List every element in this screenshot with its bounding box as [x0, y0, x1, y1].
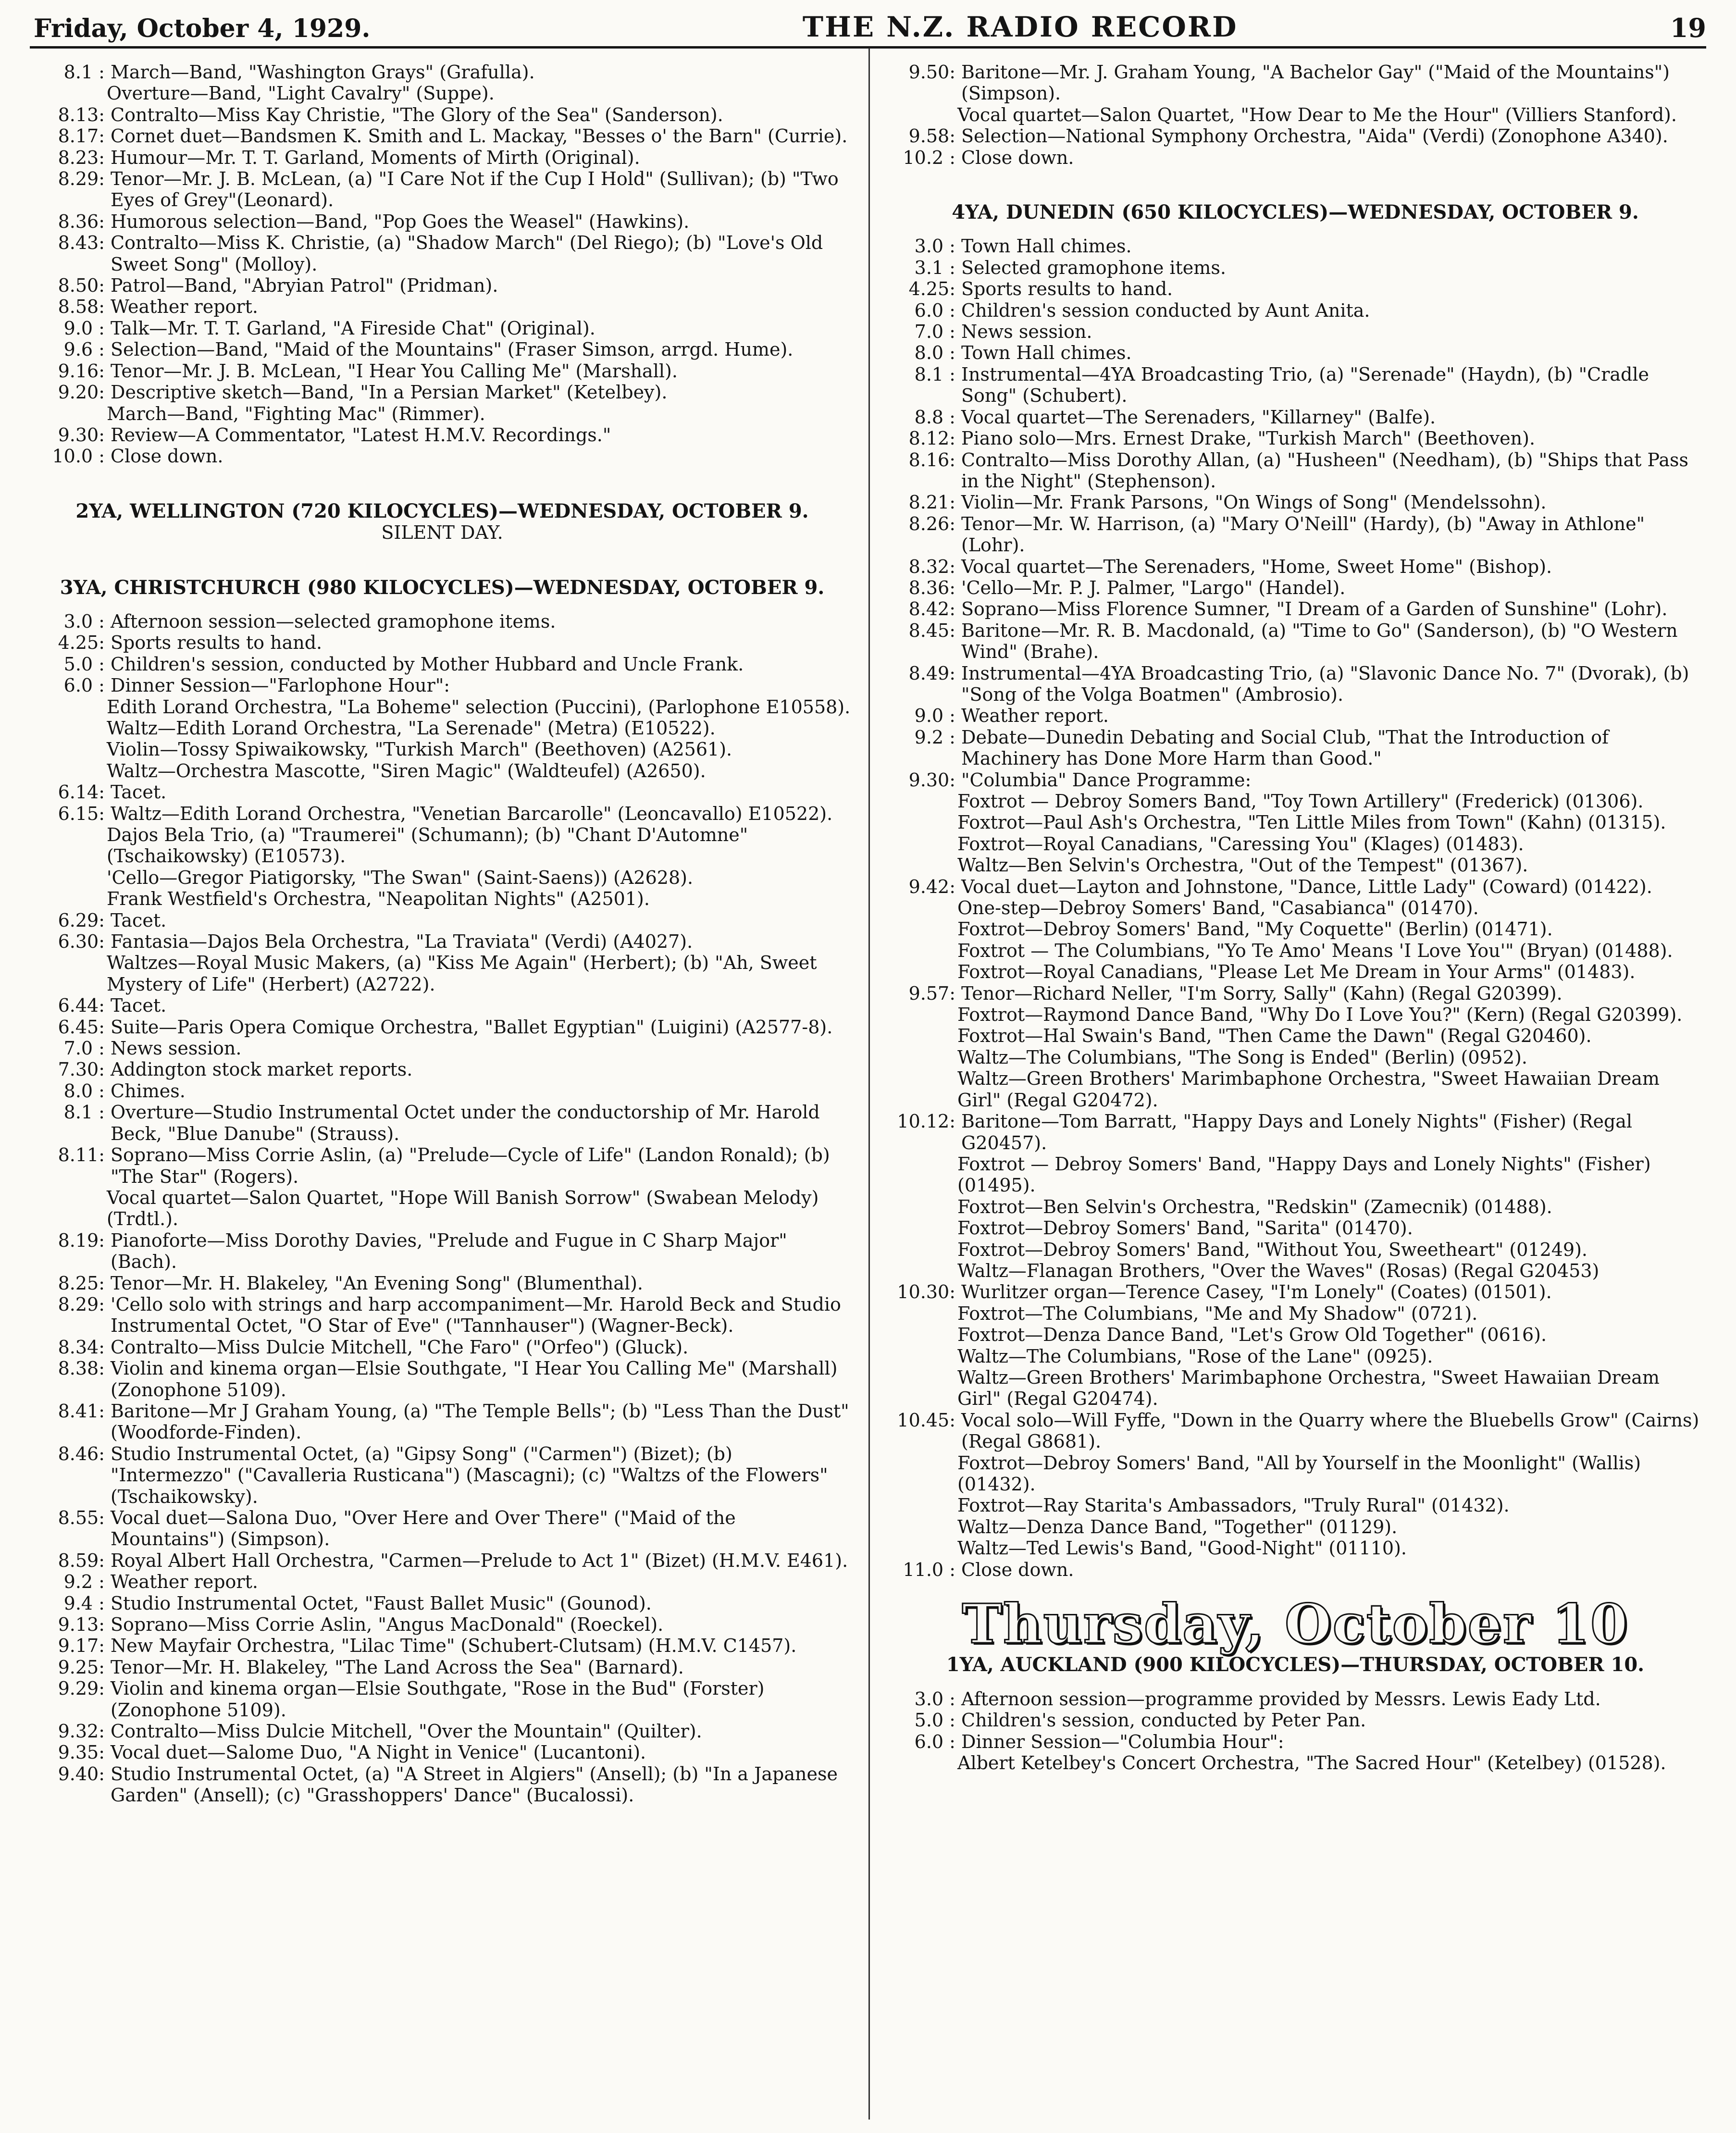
entry-sub-item: Foxtrot—Ray Starita's Ambassadors, "Truly Rural" (01432).	[957, 1495, 1510, 1516]
entry-description: Humorous selection—Band, "Pop Goes the Weasel" (Hawkins).	[111, 211, 690, 232]
entry-description: Vocal quartet—The Serenaders, "Home, Sweet Home" (Bishop).	[961, 556, 1552, 577]
station-heading: 2YA, WELLINGTON (720 KILOCYCLES)—WEDNESDAY, OCTOBER 9.	[75, 499, 809, 522]
entry-sub-item: Waltz—Ted Lewis's Band, "Good-Night" (01110).	[957, 1538, 1407, 1559]
programme-entry	[884, 1559, 1706, 1580]
entry-time: 8.0 :	[63, 1080, 105, 1102]
entry-time: 8.41:	[58, 1400, 105, 1422]
header-rule	[30, 46, 1706, 49]
entry-sub-item: Foxtrot—Royal Canadians, "Caressing You" (Klages) (01483).	[957, 833, 1524, 855]
programme-entry	[884, 598, 1706, 620]
entry-description: Wurlitzer organ—Terence Casey, "I'm Lonely" (Coates) (01501).	[961, 1281, 1552, 1303]
entry-description: Close down.	[961, 1559, 1074, 1580]
entry-description: Contralto—Miss Dorothy Allan, (a) "Husheen" (Needham), (b) "Ships that Pass in the Night" (Stephenson).	[961, 449, 1689, 492]
entry-time: 9.30:	[58, 424, 105, 446]
entry-description: Contralto—Miss Dulcie Mitchell, "Over the Mountain" (Quilter).	[111, 1721, 702, 1742]
entry-time: 8.1 :	[63, 1102, 105, 1123]
programme-entry	[34, 360, 851, 382]
programme-entry	[34, 1080, 851, 1102]
programme-entry	[34, 232, 851, 275]
entry-time: 10.12:	[897, 1111, 955, 1132]
entry-sub-item: 'Cello—Gregor Piatigorsky, "The Swan" (Saint-Saens)) (A2628).	[107, 867, 694, 888]
entry-time: 8.16:	[908, 449, 955, 471]
entry-time: 9.17:	[58, 1635, 105, 1657]
entry-time: 9.40:	[58, 1763, 105, 1785]
entry-sub-item: Foxtrot—Debroy Somers' Band, "All by Yourself in the Moonlight" (Wallis) (01432).	[957, 1452, 1641, 1495]
entry-sub-item: Foxtrot—Paul Ash's Orchestra, "Ten Little Miles from Town" (Kahn) (01315).	[957, 812, 1666, 833]
programme-list	[884, 62, 1706, 168]
entry-description: Debate—Dunedin Debating and Social Club, "That the Introduction of Machinery has Done More Harm than Good."	[961, 726, 1609, 769]
programme-entry	[34, 125, 851, 147]
entry-time: 8.29:	[58, 168, 105, 190]
entry-sub-item: Foxtrot — The Columbians, "Yo Te Amo' Means 'I Love You'" (Bryan) (01488).	[957, 940, 1673, 961]
entry-time: 11.0 :	[903, 1559, 955, 1580]
entry-time: 7.30:	[58, 1059, 105, 1080]
entry-description: Soprano—Miss Corrie Aslin, (a) "Prelude—Cycle of Life" (Landon Ronald); (b) "The Star" (Rogers).	[111, 1144, 830, 1187]
entry-description: Tacet.	[111, 995, 167, 1017]
programme-entry	[34, 1059, 851, 1080]
entry-time: 6.30:	[58, 931, 105, 953]
entry-description: Violin and kinema organ—Elsie Southgate, "I Hear You Calling Me" (Marshall) (Zonophone 5109).	[111, 1358, 838, 1401]
entry-description: Children's session, conducted by Peter Pan.	[961, 1710, 1366, 1731]
programme-entry	[34, 1614, 851, 1635]
entry-description: Dinner Session—"Farlophone Hour":	[111, 675, 450, 696]
programme-entry	[34, 1443, 851, 1507]
entry-sub-item: Waltz—The Columbians, "Rose of the Lane" (0925).	[957, 1345, 1433, 1367]
programme-entry	[34, 1273, 851, 1294]
entry-sub-item: March—Band, "Fighting Mac" (Rimmer).	[107, 403, 485, 424]
station-heading: 3YA, CHRISTCHURCH (980 KILOCYCLES)—WEDNESDAY, OCTOBER 9.	[60, 576, 825, 599]
programme-entry	[884, 257, 1706, 278]
programme-entry	[884, 300, 1706, 321]
entry-sub-item: Foxtrot—Hal Swain's Band, "Then Came the Dawn" (Regal G20460).	[957, 1025, 1592, 1047]
entry-time: 5.0 :	[63, 653, 105, 675]
entry-description: Tenor—Mr. J. B. McLean, (a) "I Care Not if the Cup I Hold" (Sullivan); (b) "Two Eyes of Grey"(Leonard).	[111, 168, 839, 211]
entry-time: 10.0 :	[52, 446, 105, 467]
entry-time: 3.1 :	[914, 257, 955, 278]
programme-entry	[34, 995, 851, 1016]
programme-entry	[34, 1742, 851, 1763]
programme-entry	[884, 492, 1706, 513]
entry-description: Weather report.	[111, 1571, 258, 1593]
entry-time: 6.29:	[58, 909, 105, 931]
programme-entry	[34, 296, 851, 317]
entry-description: Baritone—Mr. J. Graham Young, "A Bachelor Gay" ("Maid of the Mountains") (Simpson).	[961, 62, 1670, 104]
entry-description: 'Cello—Mr. P. J. Palmer, "Largo" (Handel).	[961, 577, 1346, 598]
entry-sub-item: Foxtrot—Raymond Dance Band, "Why Do I Love You?" (Kern) (Regal G20399).	[957, 1004, 1683, 1026]
entry-time: 9.20:	[58, 382, 105, 403]
programme-entry	[34, 1678, 851, 1721]
programme-entry	[884, 876, 1706, 897]
entry-sub-item: Foxtrot—Royal Canadians, "Please Let Me Dream in Your Arms" (01483).	[957, 961, 1636, 983]
programme-entry	[34, 632, 851, 653]
programme-entry	[884, 428, 1706, 449]
programme-entry	[884, 364, 1706, 407]
programme-entry	[884, 727, 1706, 769]
entry-time: 8.36:	[908, 577, 955, 598]
entry-time: 8.59:	[58, 1550, 105, 1571]
entry-description: Weather report.	[961, 705, 1109, 727]
programme-entry	[34, 382, 851, 403]
programme-entry	[884, 449, 1706, 492]
entry-sub-item: Frank Westfield's Orchestra, "Neapolitan Nights" (A2501).	[107, 888, 650, 910]
programme-entry	[34, 910, 851, 931]
entry-time: 6.44:	[58, 995, 105, 1017]
programme-entry	[34, 424, 851, 446]
entry-time: 9.25:	[58, 1656, 105, 1678]
entry-description: Tenor—Richard Neller, "I'm Sorry, Sally" (Kahn) (Regal G20399).	[961, 982, 1562, 1004]
entry-description: Overture—Studio Instrumental Octet under the conductorship of Mr. Harold Beck, "Blue Danube" (Strauss).	[111, 1102, 820, 1144]
entry-time: 9.2 :	[914, 726, 955, 748]
entry-time: 4.25:	[908, 278, 955, 300]
entry-sub-item: Waltzes—Royal Music Makers, (a) "Kiss Me Again" (Herbert); (b) "Ah, Sweet Mystery of Life" (Herbert) (A2722).	[107, 952, 817, 995]
entry-description: Soprano—Miss Florence Sumner, "I Dream of a Garden of Sunshine" (Lohr).	[961, 598, 1668, 620]
entry-time: 8.49:	[908, 662, 955, 684]
programme-entry	[884, 705, 1706, 726]
entry-time: 8.43:	[58, 232, 105, 254]
entry-description: Selected gramophone items.	[961, 257, 1226, 278]
programme-entry	[884, 556, 1706, 577]
entry-time: 8.26:	[908, 513, 955, 534]
programme-entry	[34, 168, 851, 211]
programme-entry	[884, 513, 1706, 556]
entry-time: 8.36:	[58, 211, 105, 232]
programme-entry	[884, 147, 1706, 168]
entry-time: 6.0 :	[914, 1731, 955, 1752]
entry-description: Sports results to hand.	[111, 632, 322, 654]
programme-entry	[34, 1017, 851, 1038]
entry-description: Soprano—Miss Corrie Aslin, "Angus MacDonald" (Roeckel).	[111, 1614, 664, 1636]
programme-entry	[34, 1230, 851, 1273]
entry-description: Baritone—Tom Barratt, "Happy Days and Lonely Nights" (Fisher) (Regal G20457).	[961, 1111, 1633, 1153]
programme-entry	[884, 125, 1706, 147]
programme-entry	[34, 446, 851, 467]
programme-entry	[34, 1401, 851, 1443]
entry-sub-item: Overture—Band, "Light Cavalry" (Suppe).	[107, 83, 495, 104]
entry-description: Studio Instrumental Octet, (a) "A Street in Algiers" (Ansell); (b) "In a Japanese Garden" (Ansell); (c) "Grasshoppers' Dance" (Bucalossi).	[111, 1763, 838, 1806]
entry-sub-item: Foxtrot — Debroy Somers' Band, "Happy Days and Lonely Nights" (Fisher) (01495).	[957, 1153, 1651, 1196]
programme-entry	[34, 654, 851, 675]
entry-sub-item: Waltz—Denza Dance Band, "Together" (01129).	[957, 1516, 1398, 1538]
entry-description: Baritone—Mr. R. B. Macdonald, (a) "Time to Go" (Sanderson), (b) "O Western Wind" (Brahe).	[961, 620, 1678, 663]
entry-sub-item: Vocal quartet—Salon Quartet, "Hope Will Banish Sorrow" (Swabean Melody) (Trdtl.).	[107, 1187, 819, 1230]
entry-description: Addington stock market reports.	[111, 1059, 413, 1080]
programme-entry	[34, 931, 851, 952]
issue-date: Friday, October 4, 1929.	[34, 14, 371, 43]
entry-description: Chimes.	[111, 1080, 186, 1102]
entry-description: Talk—Mr. T. T. Garland, "A Fireside Chat" (Original).	[111, 317, 595, 339]
entry-time: 8.13:	[58, 104, 105, 125]
entry-sub-item: Waltz—Edith Lorand Orchestra, "La Serenade" (Metra) (E10522).	[107, 717, 716, 739]
entry-time: 8.0 :	[914, 342, 955, 364]
entry-description: Close down.	[961, 147, 1074, 168]
entry-sub-item: Foxtrot—Debroy Somers' Band, "Without You, Sweetheart" (01249).	[957, 1239, 1587, 1260]
entry-sub-item: Waltz—The Columbians, "The Song is Ended" (Berlin) (0952).	[957, 1046, 1527, 1068]
entry-time: 4.25:	[58, 632, 105, 654]
programme-entry	[884, 1731, 1706, 1752]
day-title: Thursday, October 10	[962, 1593, 1629, 1656]
entry-description: Instrumental—4YA Broadcasting Trio, (a) "Serenade" (Haydn), (b) "Cradle Song" (Schubert).	[961, 363, 1649, 407]
entry-sub-item: Waltz—Green Brothers' Marimbaphone Orchestra, "Sweet Hawaiian Dream Girl" (Regal G20472).	[957, 1068, 1660, 1111]
entry-description: Contralto—Miss Dulcie Mitchell, "Che Faro" ("Orfeo") (Gluck).	[111, 1336, 689, 1358]
entry-description: Vocal duet—Salona Duo, "Over Here and Over There" ("Maid of the Mountains") (Simpson).	[111, 1507, 736, 1550]
programme-entry	[34, 1038, 851, 1059]
entry-sub-item: Waltz—Green Brothers' Marimbaphone Orchestra, "Sweet Hawaiian Dream Girl" (Regal G20474).	[957, 1366, 1660, 1410]
entry-description: Tenor—Mr. J. B. McLean, "I Hear You Calling Me" (Marshall).	[111, 360, 678, 382]
entry-description: News session.	[111, 1038, 242, 1059]
entry-time: 7.0 :	[914, 321, 955, 343]
entry-description: March—Band, "Washington Grays" (Grafulla).	[111, 62, 535, 83]
programme-entry	[34, 1763, 851, 1806]
entry-description: Violin—Mr. Frank Parsons, "On Wings of Song" (Mendelssohn).	[961, 492, 1547, 513]
programme-entry	[884, 62, 1706, 104]
programme-entry	[34, 1144, 851, 1187]
entry-time: 6.0 :	[63, 675, 105, 696]
entry-description: "Columbia" Dance Programme:	[961, 769, 1252, 791]
entry-description: New Mayfair Orchestra, "Lilac Time" (Schubert-Clutsam) (H.M.V. C1457).	[111, 1635, 797, 1657]
programme-entry	[34, 275, 851, 296]
entry-time: 9.32:	[58, 1721, 105, 1742]
entry-sub-item: Foxtrot—Debroy Somers' Band, "Sarita" (01470).	[957, 1217, 1413, 1239]
entry-description: Royal Albert Hall Orchestra, "Carmen—Prelude to Act 1" (Bizet) (H.M.V. E461).	[111, 1550, 848, 1571]
entry-time: 8.29:	[58, 1293, 105, 1315]
entry-description: Contralto—Miss K. Christie, (a) "Shadow March" (Del Riego); (b) "Love's Old Sweet Song" (Molloy).	[111, 232, 823, 275]
entry-description: Patrol—Band, "Abryian Patrol" (Pridman).	[111, 275, 498, 297]
entry-time: 9.4 :	[63, 1592, 105, 1614]
entry-time: 6.15:	[58, 803, 105, 824]
station-heading: 1YA, AUCKLAND (900 KILOCYCLES)—THURSDAY, OCTOBER 10.	[946, 1653, 1645, 1676]
programme-entry	[34, 1571, 851, 1592]
entry-time: 9.0 :	[914, 705, 955, 727]
programme-entry	[34, 1507, 851, 1550]
right-column	[884, 62, 1706, 1773]
entry-sub-item: Foxtrot—The Columbians, "Me and My Shadow" (0721).	[957, 1302, 1478, 1324]
programme-entry	[34, 1721, 851, 1742]
programme-entry	[884, 321, 1706, 342]
entry-description: Selection—Band, "Maid of the Mountains" (Fraser Simson, arrgd. Hume).	[111, 339, 794, 360]
programme-entry	[884, 769, 1706, 791]
entry-sub-item: Edith Lorand Orchestra, "La Boheme" selection (Puccini), (Parlophone E10558).	[107, 696, 851, 718]
entry-description: Vocal duet—Layton and Johnstone, "Dance, Little Lady" (Coward) (01422).	[961, 876, 1652, 897]
programme-entry	[34, 318, 851, 339]
entry-description: Sports results to hand.	[961, 278, 1173, 300]
entry-time: 9.6 :	[63, 339, 105, 360]
programme-entry	[884, 1710, 1706, 1731]
entry-description: Tenor—Mr. W. Harrison, (a) "Mary O'Neill" (Hardy), (b) "Away in Athlone" (Lohr).	[961, 513, 1645, 556]
entry-time: 9.30:	[908, 769, 955, 791]
entry-time: 3.0 :	[914, 236, 955, 257]
entry-sub-item: Waltz—Orchestra Mascotte, "Siren Magic" (Waldteufel) (A2650).	[107, 760, 706, 781]
page-number: 19	[1670, 12, 1706, 43]
programme-entry	[34, 1593, 851, 1614]
entry-sub-item: Albert Ketelbey's Concert Orchestra, "The Sacred Hour" (Ketelbey) (01528).	[957, 1752, 1666, 1774]
programme-entry	[884, 663, 1706, 706]
entry-description: Pianoforte—Miss Dorothy Davies, "Prelude and Fugue in C Sharp Major" (Bach).	[111, 1229, 787, 1273]
programme-entry	[34, 104, 851, 125]
entry-sub-item: One-step—Debroy Somers' Band, "Casabianca" (01470).	[957, 897, 1479, 919]
programme-entry	[34, 1657, 851, 1678]
programme-entry	[34, 675, 851, 696]
entry-time: 8.23:	[58, 147, 105, 168]
entry-description: Tacet.	[111, 909, 167, 931]
entry-time: 9.0 :	[63, 317, 105, 339]
entry-time: 10.45:	[897, 1409, 955, 1431]
entry-description: Afternoon session—selected gramophone items.	[111, 610, 556, 632]
entry-time: 8.55:	[58, 1507, 105, 1528]
entry-time: 8.17:	[58, 125, 105, 147]
programme-entry	[34, 147, 851, 168]
entry-time: 8.12:	[908, 428, 955, 449]
entry-time: 8.1 :	[914, 363, 955, 385]
entry-description: Afternoon session—programme provided by Messrs. Lewis Eady Ltd.	[961, 1688, 1601, 1710]
entry-description: Close down.	[111, 446, 223, 467]
entry-time: 9.13:	[58, 1614, 105, 1636]
entry-description: Waltz—Edith Lorand Orchestra, "Venetian Barcarolle" (Leoncavallo) E10522).	[111, 803, 833, 824]
programme-entry	[884, 1111, 1706, 1153]
masthead	[34, 4, 1706, 43]
programme-entry	[884, 1410, 1706, 1452]
entry-description: 'Cello solo with strings and harp accompaniment—Mr. Harold Beck and Studio Instrumental Octet, "O Star of Eve" ("Tannhauser") (Wagner-Beck).	[111, 1293, 841, 1337]
entry-time: 8.19:	[58, 1229, 105, 1251]
entry-time: 9.2 :	[63, 1571, 105, 1593]
entry-description: Vocal duet—Salome Duo, "A Night in Venice" (Lucantoni).	[111, 1742, 646, 1763]
entry-sub-item: Dajos Bela Trio, (a) "Traumerei" (Schumann); (b) "Chant D'Automne" (Tschaikowsky) (E10573).	[107, 824, 748, 867]
entry-time: 9.58:	[908, 125, 955, 147]
programme-entry	[34, 611, 851, 632]
entry-time: 8.46:	[58, 1443, 105, 1464]
programme-list	[884, 1688, 1706, 1774]
entry-description: Humour—Mr. T. T. Garland, Moments of Mirth (Original).	[111, 147, 640, 168]
entry-description: Studio Instrumental Octet, "Faust Ballet Music" (Gounod).	[111, 1592, 652, 1614]
entry-time: 8.21:	[908, 492, 955, 513]
entry-description: News session.	[961, 321, 1092, 343]
programme-entry	[884, 342, 1706, 363]
programme-entry	[34, 62, 851, 83]
entry-time: 6.14:	[58, 781, 105, 803]
entry-time: 6.0 :	[914, 299, 955, 321]
programme-entry	[884, 407, 1706, 428]
entry-time: 9.16:	[58, 360, 105, 382]
entry-description: Children's session conducted by Aunt Anita.	[961, 299, 1370, 321]
entry-time: 8.45:	[908, 620, 955, 641]
programme-entry	[34, 339, 851, 360]
entry-time: 9.42:	[908, 876, 955, 897]
entry-sub-item: Foxtrot—Debroy Somers' Band, "My Coquette" (Berlin) (01471).	[957, 918, 1553, 940]
entry-description: Piano solo—Mrs. Ernest Drake, "Turkish March" (Beethoven).	[961, 428, 1536, 449]
entry-description: Instrumental—4YA Broadcasting Trio, (a) "Slavonic Dance No. 7" (Dvorak), (b) "Song of the Volga Boatmen" (Ambrosio).	[961, 662, 1689, 705]
entry-description: Dinner Session—"Columbia Hour":	[961, 1731, 1284, 1752]
entry-description: Contralto—Miss Kay Christie, "The Glory of the Sea" (Sanderson).	[111, 104, 723, 125]
programme-list	[34, 611, 851, 1806]
programme-entry	[34, 1294, 851, 1337]
entry-time: 8.38:	[58, 1358, 105, 1379]
programme-entry	[884, 1281, 1706, 1302]
entry-time: 9.57:	[908, 982, 955, 1004]
entry-time: 8.32:	[908, 556, 955, 577]
entry-description: Weather report.	[111, 296, 258, 318]
entry-description: Suite—Paris Opera Comique Orchestra, "Ballet Egyptian" (Luigini) (A2577-8).	[111, 1016, 833, 1038]
entry-description: Review—A Commentator, "Latest H.M.V. Recordings."	[111, 424, 611, 446]
programme-entry	[34, 1550, 851, 1571]
publication-title: THE N.Z. RADIO RECORD	[802, 11, 1238, 43]
entry-description: Tenor—Mr. H. Blakeley, "An Evening Song" (Blumenthal).	[111, 1272, 643, 1294]
entry-description: Vocal solo—Will Fyffe, "Down in the Quarry where the Bluebells Grow" (Cairns) (Regal G8681).	[961, 1409, 1699, 1452]
entry-sub-item: Waltz—Flanagan Brothers, "Over the Waves" (Rosas) (Regal G20453)	[957, 1260, 1600, 1281]
programme-entry	[34, 1102, 851, 1144]
entry-time: 8.34:	[58, 1336, 105, 1358]
programme-list	[34, 62, 851, 467]
entry-time: 9.50:	[908, 62, 955, 83]
entry-description: Children's session, conducted by Mother Hubbard and Uncle Frank.	[111, 653, 744, 675]
entry-time: 8.11:	[58, 1144, 105, 1166]
entry-time: 3.0 :	[63, 610, 105, 632]
entry-time: 8.58:	[58, 296, 105, 318]
entry-time: 8.8 :	[914, 406, 955, 428]
entry-sub-item: Foxtrot—Ben Selvin's Orchestra, "Redskin" (Zamecnik) (01488).	[957, 1196, 1552, 1217]
programme-entry	[34, 211, 851, 232]
column-divider	[868, 48, 870, 2120]
programme-entry	[884, 278, 1706, 299]
entry-description: Baritone—Mr J Graham Young, (a) "The Temple Bells"; (b) "Less Than the Dust" (Woodforde-Finden).	[111, 1400, 849, 1443]
entry-sub-item: Foxtrot — Debroy Somers Band, "Toy Town Artillery" (Frederick) (01306).	[957, 791, 1644, 812]
programme-entry	[884, 577, 1706, 598]
entry-description: Fantasia—Dajos Bela Orchestra, "La Traviata" (Verdi) (A4027).	[111, 931, 693, 953]
left-column	[34, 62, 851, 1806]
entry-time: 8.50:	[58, 275, 105, 297]
entry-sub-item: Waltz—Ben Selvin's Orchestra, "Out of the Tempest" (01367).	[957, 855, 1528, 876]
entry-time: 6.45:	[58, 1016, 105, 1038]
entry-description: Tenor—Mr. H. Blakeley, "The Land Across the Sea" (Barnard).	[111, 1656, 684, 1678]
programme-entry	[884, 983, 1706, 1004]
entry-sub-item: Vocal quartet—Salon Quartet, "How Dear to Me the Hour" (Villiers Stanford).	[957, 104, 1677, 125]
entry-description: Descriptive sketch—Band, "In a Persian Market" (Ketelbey).	[111, 382, 668, 403]
entry-sub-item: Violin—Tossy Spiwaikowsky, "Turkish March" (Beethoven) (A2561).	[107, 739, 732, 760]
entry-time: 3.0 :	[914, 1688, 955, 1710]
entry-description: Selection—National Symphony Orchestra, "Aida" (Verdi) (Zonophone A340).	[961, 125, 1668, 147]
entry-time: 10.30:	[897, 1281, 955, 1303]
entry-time: 8.42:	[908, 598, 955, 620]
entry-time: 10.2 :	[903, 147, 955, 168]
station-heading: 4YA, DUNEDIN (650 KILOCYCLES)—WEDNESDAY, OCTOBER 9.	[952, 201, 1639, 224]
entry-time: 7.0 :	[63, 1038, 105, 1059]
programme-entry	[884, 236, 1706, 257]
programme-entry	[34, 1635, 851, 1656]
programme-entry	[34, 781, 851, 803]
entry-description: Cornet duet—Bandsmen K. Smith and L. Mackay, "Besses o' the Barn" (Currie).	[111, 125, 848, 147]
entry-description: Town Hall chimes.	[961, 236, 1132, 257]
entry-description: Tacet.	[111, 781, 167, 803]
programme-entry	[34, 803, 851, 824]
entry-description: Vocal quartet—The Serenaders, "Killarney" (Balfe).	[961, 406, 1436, 428]
entry-time: 9.29:	[58, 1678, 105, 1699]
entry-time: 8.1 :	[63, 62, 105, 83]
entry-description: Town Hall chimes.	[961, 342, 1132, 364]
programme-entry	[884, 620, 1706, 663]
entry-sub-item: Foxtrot—Denza Dance Band, "Let's Grow Old Together" (0616).	[957, 1324, 1547, 1346]
programme-entry	[34, 1358, 851, 1401]
programme-entry	[34, 1337, 851, 1358]
entry-time: 8.25:	[58, 1272, 105, 1294]
entry-time: 5.0 :	[914, 1710, 955, 1731]
silent-day-note: SILENT DAY.	[381, 522, 503, 544]
entry-description: Violin and kinema organ—Elsie Southgate, "Rose in the Bud" (Forster) (Zonophone 5109).	[111, 1678, 765, 1721]
entry-description: Studio Instrumental Octet, (a) "Gipsy Song" ("Carmen") (Bizet); (b) "Intermezzo" ("Cavalleria Rusticana") (Mascagni); (c) "Waltzs of the Flowers" (Tschaikowsky).	[111, 1443, 828, 1507]
entry-time: 9.35:	[58, 1742, 105, 1763]
programme-entry	[884, 1688, 1706, 1710]
programme-list	[884, 236, 1706, 1580]
